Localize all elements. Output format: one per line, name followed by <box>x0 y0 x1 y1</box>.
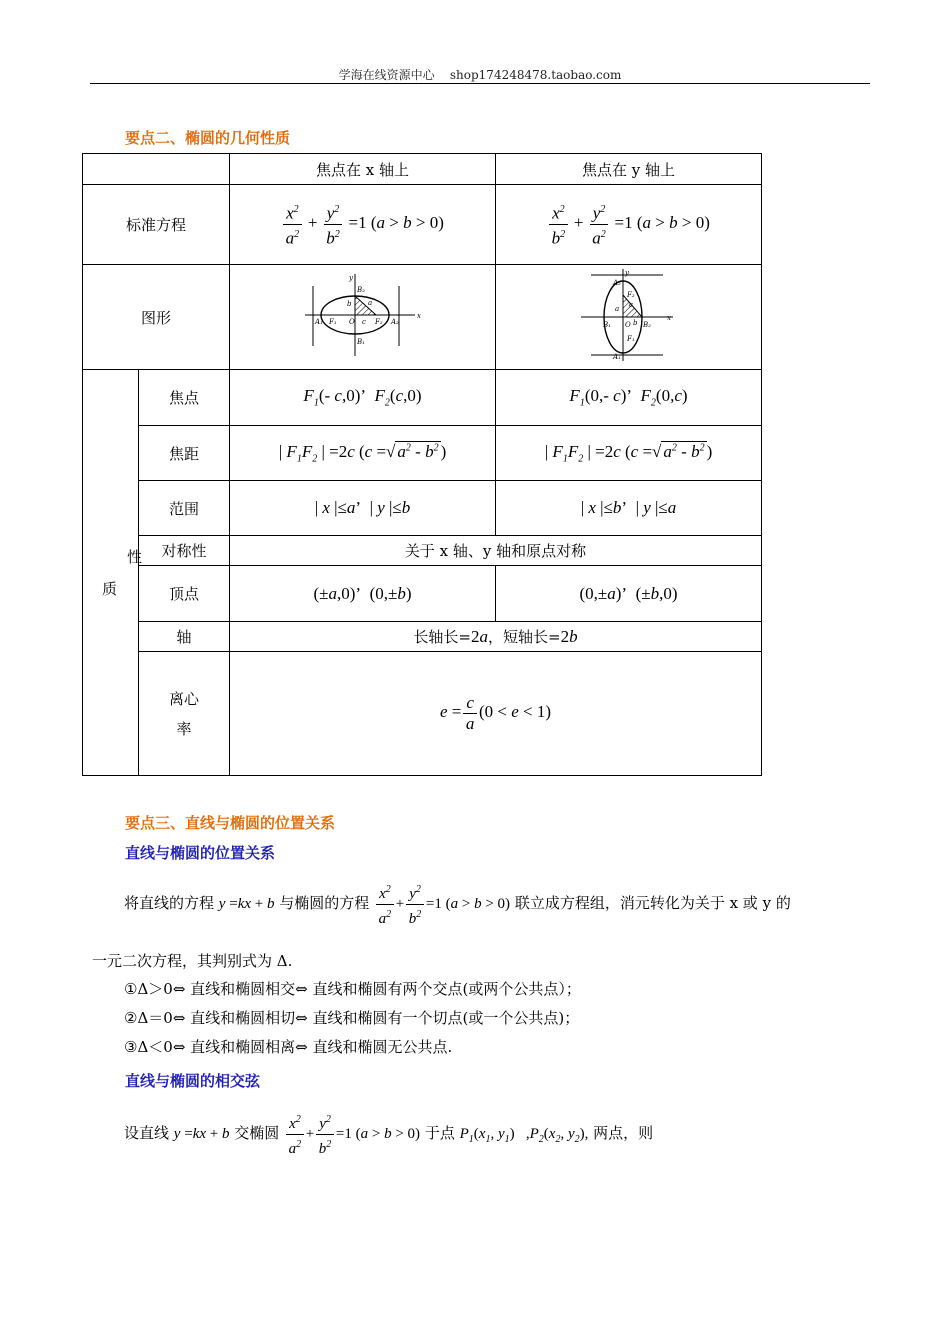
svg-text:B₁: B₁ <box>356 338 365 346</box>
condition-separate: ③Δ＜0⇔ 直线和椭圆相离⇔ 直线和椭圆无公共点. <box>124 1038 453 1056</box>
table-corner <box>83 154 230 185</box>
vertex-y: (0,±a)’ (±b,0) <box>496 566 762 622</box>
svg-text:F₂: F₂ <box>626 291 635 299</box>
p2-text-b: 交椭圆 <box>234 1123 280 1142</box>
properties-group-cell <box>83 370 139 776</box>
subsection-position-title: 直线与椭圆的位置关系 <box>125 844 276 862</box>
svg-text:B₁: B₁ <box>602 321 611 329</box>
figure-y-ellipse <box>496 265 762 370</box>
svg-text:A₂: A₂ <box>612 279 621 287</box>
group-label-1: 性 <box>127 548 143 566</box>
svg-text:b: b <box>632 319 637 327</box>
header-divider <box>90 83 870 84</box>
focal-distance-y: | $F_1F_2$ | =2c (c =√ $a^2 - b^2$ ) <box>496 426 762 481</box>
axis-long-label: 长轴长= <box>413 628 471 646</box>
group-label-2: 质 <box>102 580 118 598</box>
p2-text-d: 两点，则 <box>593 1123 654 1142</box>
svg-text:x: x <box>416 312 421 320</box>
label-focal-distance: 焦距 <box>139 426 230 481</box>
p1-text-d: 一元二次方程，其判别式为 Δ. <box>92 952 293 970</box>
svg-text:A₁: A₁ <box>612 353 621 361</box>
section2-title: 要点二、椭圆的几何性质 <box>125 129 291 147</box>
axis-short-label: ，短轴长= <box>488 628 561 646</box>
ellipse-properties-table <box>82 153 762 776</box>
range-x: | x |≤a’ | y |≤b <box>230 481 496 536</box>
p2-text-c: 于点 <box>424 1123 455 1142</box>
subsection-chord-title: 直线与椭圆的相交弦 <box>125 1072 261 1090</box>
label-axis: 轴 <box>139 622 230 652</box>
svg-text:F₂: F₂ <box>374 318 383 326</box>
paragraph-substitution: 将直线的方程 y =kx + b 与椭圆的方程 $\frac{x^2}{a^2}$ + $\frac{y^2}{b^2}$ =1 (a > b > 0) 联立成方程组，消元转化为关于 x 或 y 的 <box>124 880 791 929</box>
label-focus: 焦点 <box>139 370 230 426</box>
svg-text:O: O <box>624 321 631 329</box>
condition-intersect: ①Δ＞0⇔ 直线和椭圆相交⇔ 直线和椭圆有两个交点(或两个公共点）； <box>124 980 581 998</box>
equation-x: $\frac{x^2}{a^2}$ + $\frac{y^2}{b^2}$ =1 (a > b > 0) <box>230 185 496 265</box>
section3-title: 要点三、直线与椭圆的位置关系 <box>125 814 336 832</box>
svg-text:O: O <box>348 318 355 326</box>
figure-x-ellipse <box>230 265 496 370</box>
focus-x: $F_1(-$ c,0)’ $F_2(c,0)$ <box>230 370 496 426</box>
label-range: 范围 <box>139 481 230 536</box>
label-eccentricity <box>139 652 230 776</box>
header-y-axis: 焦点在 y 轴上 <box>496 154 762 185</box>
p1-text-c: 联立成方程组，消元转化为关于 x 或 y 的 <box>514 893 791 912</box>
svg-text:a: a <box>367 299 372 307</box>
svg-text:y: y <box>624 269 629 277</box>
label-eccentricity-1: 离心 <box>168 689 199 708</box>
svg-text:a: a <box>614 305 619 313</box>
svg-text:A₂: A₂ <box>390 318 399 326</box>
svg-text:y: y <box>348 274 353 282</box>
p1-text-a: 将直线的方程 <box>124 893 215 912</box>
eccentricity-value: e = $\frac{c}{a}$ (0 < e < 1) <box>230 652 762 776</box>
equation-y: $\frac{x^2}{b^2}$ + $\frac{y^2}{a^2}$ =1 (a > b > 0) <box>496 185 762 265</box>
range-y: | x |≤b’ | y |≤a <box>496 481 762 536</box>
p2-text-a: 设直线 <box>124 1123 170 1142</box>
axis-value: 长轴长=2a，短轴长=2b <box>230 622 762 652</box>
svg-text:B₂: B₂ <box>642 321 651 329</box>
condition-tangent: ②Δ＝0⇔ 直线和椭圆相切⇔ 直线和椭圆有一个切点(或一个公共点)； <box>124 1009 580 1027</box>
svg-text:b: b <box>346 300 351 308</box>
label-eccentricity-2: 率 <box>176 719 192 738</box>
header-site: 学海在线资源中心 <box>338 68 435 82</box>
svg-text:B₂: B₂ <box>356 286 365 294</box>
paragraph-chord: 设直线 y =kx + b 交椭圆 $\frac{x^2}{a^2}$ + $\frac{y^2}{b^2}$ =1 (a > b > 0) 于点 $P_1(x_1$, $y_1$) $,P_2(x_2$, $y_2$), 两点，则 <box>124 1110 653 1159</box>
svg-text:F₁: F₁ <box>626 335 635 343</box>
header-x-axis: 焦点在 x 轴上 <box>230 154 496 185</box>
label-standard-equation: 标准方程 <box>83 185 230 265</box>
p1-text-b: 与椭圆的方程 <box>279 893 370 912</box>
label-symmetry: 对称性 <box>139 536 230 566</box>
focus-y: $F_1(0,-$ c)’ $F_2(0,c)$ <box>496 370 762 426</box>
symmetry-value: 关于 x 轴、y 轴和原点对称 <box>230 536 762 566</box>
label-figure: 图形 <box>83 265 230 370</box>
header-shop: shop174248478.taobao.com <box>449 68 622 82</box>
svg-text:c: c <box>628 301 633 309</box>
ellipse-horizontal-figure <box>303 272 423 358</box>
focal-distance-x: | $F_1F_2$ | =2c (c =√ $a^2 - b^2$ ) <box>230 426 496 481</box>
svg-text:c: c <box>361 318 366 326</box>
page-header <box>90 66 870 83</box>
svg-text:F₁: F₁ <box>328 318 337 326</box>
svg-text:A₁: A₁ <box>314 318 323 326</box>
label-vertex: 顶点 <box>139 566 230 622</box>
vertex-x: (±a,0)’ (0,±b) <box>230 566 496 622</box>
svg-text:x: x <box>666 314 671 322</box>
ellipse-vertical-figure <box>579 267 679 363</box>
